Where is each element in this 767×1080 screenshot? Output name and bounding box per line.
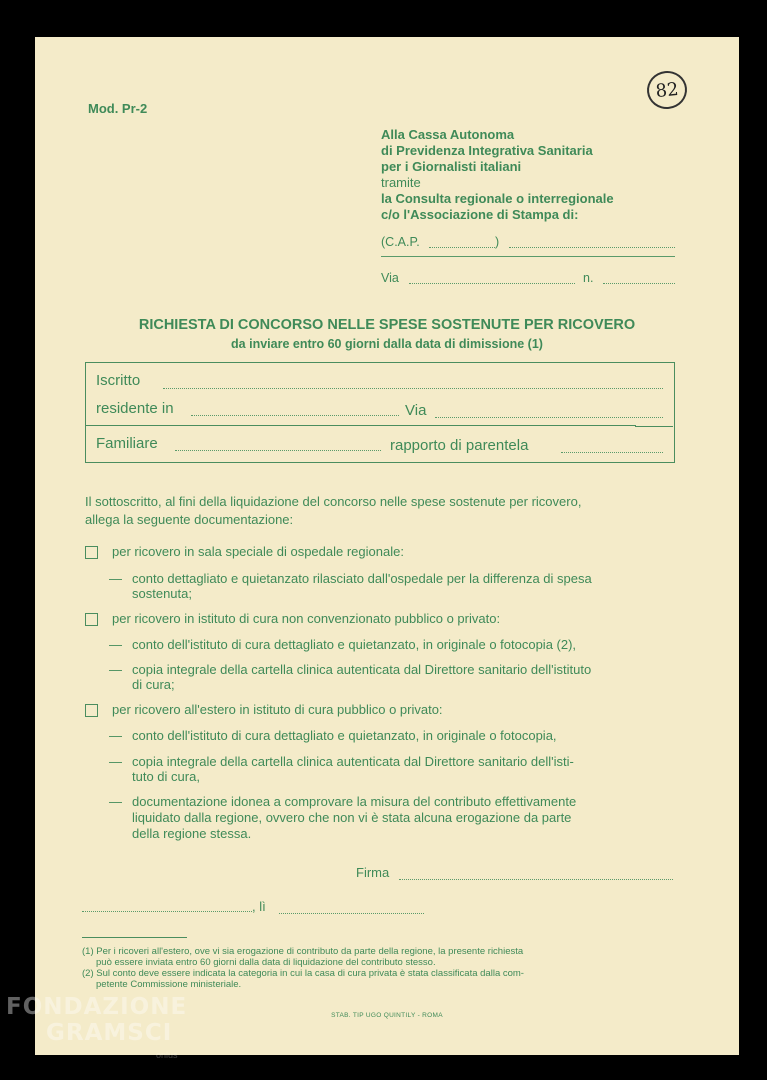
address-line: c/o l'Associazione di Stampa di: — [381, 207, 579, 222]
cap-close: ) — [495, 235, 500, 249]
item-line: copia integrale della cartella clinica autenticata dal Direttore sanitario dell'istituto — [132, 662, 592, 677]
form-subtitle: da inviare entro 60 giorni dalla data di dimissione (1) — [231, 337, 543, 351]
city-field[interactable] — [509, 247, 675, 248]
item-line: documentazione idonea a comprovare la misura del contributo effettivamente — [132, 794, 577, 809]
date-field[interactable] — [279, 913, 424, 914]
dash: — — [109, 571, 122, 586]
number-label: n. — [583, 271, 594, 285]
handwritten-number: 82 — [645, 69, 689, 111]
footnote-line: (2) Sul conto deve essere indicata la categoria in cui la casa di cura privata è stata classificata dalla com- — [82, 968, 524, 979]
address-line: la Consulta regionale o interregionale — [381, 191, 614, 206]
via-field-label: Via — [405, 402, 427, 419]
option-1-checkbox[interactable] — [85, 546, 98, 559]
option-1-item-1 — [132, 571, 677, 601]
address-line: Alla Cassa Autonoma — [381, 127, 515, 142]
residente-label: residente in — [96, 400, 174, 417]
iscritto-label: Iscritto — [96, 372, 141, 389]
footnote-line: (1) Per i ricoveri all'estero, ove vi sia erogazione di contributo da parte della regione, la presente richiesta — [82, 946, 524, 957]
residente-field[interactable] — [191, 415, 399, 416]
item-line: sostenuta; — [132, 586, 192, 601]
footnote-line: petente Commissione ministeriale. — [96, 979, 242, 990]
familiare-field[interactable] — [175, 450, 381, 451]
model-code: Mod. Pr-2 — [88, 101, 148, 116]
via-label: Via — [381, 271, 399, 285]
option-3-checkbox[interactable] — [85, 704, 98, 717]
rapporto-label: rapporto di parentela — [390, 437, 529, 454]
familiare-label: Familiare — [96, 435, 158, 452]
box-separator — [86, 425, 636, 426]
option-2-item-1: conto dell'istituto di cura dettagliato e quietanzato, in originale o fotocopia (2), — [132, 637, 577, 652]
watermark-logo: FONDAZIONE — [6, 994, 188, 1020]
option-2-item-2 — [132, 662, 677, 692]
option-3-item-2 — [132, 754, 677, 784]
option-3-item-1: conto dell'istituto di cura dettagliato e quietanzato, in originale o fotocopia, — [132, 728, 557, 743]
dash: — — [109, 728, 122, 743]
item-line: tuto di cura, — [132, 769, 200, 784]
item-line: di cura; — [132, 677, 175, 692]
place-field[interactable] — [82, 911, 252, 912]
option-3-item-3 — [132, 794, 677, 842]
box-separator-right — [635, 426, 673, 427]
firma-label: Firma — [356, 865, 390, 880]
via-residence-field[interactable] — [435, 417, 663, 418]
option-2-checkbox[interactable] — [85, 613, 98, 626]
dash: — — [109, 754, 122, 769]
option-1-label: per ricovero in sala speciale di ospedale regionale: — [112, 544, 404, 559]
item-line: liquidato dalla regione, ovvero che non vi è stata alcuna erogazione da parte — [132, 810, 572, 825]
item-line: conto dettagliato e quietanzato rilasciato dall'ospedale per la differenza di spesa — [132, 571, 592, 586]
footnotes — [82, 946, 682, 990]
cap-label: (C.A.P. — [381, 235, 420, 249]
recipient-address — [381, 127, 614, 223]
via-field[interactable] — [409, 283, 575, 284]
dash: — — [109, 662, 122, 677]
signature-field[interactable] — [399, 879, 673, 880]
watermark-small: onlus — [156, 1050, 178, 1060]
cap-field[interactable] — [429, 247, 495, 248]
option-3-label: per ricovero all'estero in istituto di cura pubblico o privato: — [112, 702, 443, 717]
form-title: RICHIESTA DI CONCORSO NELLE SPESE SOSTENUTE PER RICOVERO — [138, 317, 636, 333]
footnote-line: può essere inviata entro 60 giorni dalla data di liquidazione del contributo stesso. — [96, 957, 436, 968]
address-line: per i Giornalisti italiani — [381, 159, 522, 174]
intro-line: allega la seguente documentazione: — [85, 512, 294, 527]
dash: — — [109, 794, 122, 809]
dash: — — [109, 637, 122, 652]
item-line: copia integrale della cartella clinica autenticata dal Direttore sanitario dell'isti- — [132, 754, 574, 769]
intro-line: Il sottoscritto, al fini della liquidazione del concorso nelle spese sostenute per ricovero, — [85, 494, 582, 509]
address-line: di Previdenza Integrativa Sanitaria — [381, 143, 593, 158]
watermark-logo-line2: GRAMSCI — [46, 1020, 173, 1046]
divider — [381, 256, 675, 257]
iscritto-field[interactable] — [163, 388, 663, 389]
printer-credit: STAB. TIP UGO QUINTILY - ROMA — [331, 1012, 443, 1019]
rapporto-field[interactable] — [561, 452, 663, 453]
li-label: , lì — [252, 899, 266, 914]
form-sheet — [35, 37, 739, 1055]
address-line: tramite — [381, 175, 421, 190]
option-2-label: per ricovero in istituto di cura non convenzionato pubblico o privato: — [112, 611, 501, 626]
number-field[interactable] — [603, 283, 675, 284]
footnote-rule — [82, 937, 187, 938]
intro-text — [85, 493, 685, 529]
item-line: della regione stessa. — [132, 826, 252, 841]
